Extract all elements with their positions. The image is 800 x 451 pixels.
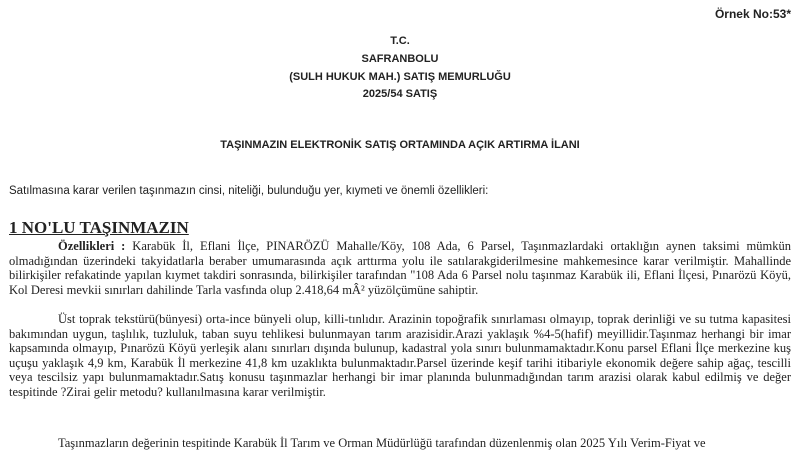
sample-number: Örnek No:53* [714, 7, 791, 21]
features-label: Özellikleri : [58, 239, 126, 253]
header-file-number: 2025/54 SATIŞ [362, 88, 438, 100]
header-city: SAFRANBOLU [361, 53, 439, 65]
property-features-paragraph [9, 239, 791, 297]
header-tc: T.C. [390, 35, 410, 47]
property-title: 1 NO'LU TAŞINMAZIN [9, 218, 189, 237]
intro-text: Satılmasına karar verilen taşınmazın cinsi, niteliği, bulunduğu yer, kıymeti ve önemli özellikleri: [9, 185, 489, 197]
property-valuation-paragraph: Taşınmazların değerinin tespitinde Karabük İl Tarım ve Orman Müdürlüğü tarafından düzenlenmiş olan 2025 Yılı Verim-Fiyat ve [58, 436, 706, 450]
header-office: (SULH HUKUK MAH.) SATIŞ MEMURLUĞU [289, 71, 511, 83]
notice-title: TAŞINMAZIN ELEKTRONİK SATIŞ ORTAMINDA AÇIK ARTIRMA İLANI [220, 139, 580, 151]
property-description-paragraph: Üst toprak tekstürü(bünyesi) orta-ince bünyeli olup, killi-tınlıdır. Arazinin topoğrafik sınırlaması olmayıp, toprak derinliği ve su tutma kapasitesi bakımından uygun, taşlılık, tuzluluk, taban suyu tehlikesi bulunmayan tarım arazisidir.Arazi yaklaşık %4-5(hafif) meyillidir.Taşınmaz herhangi bir imar kapsamında olmayıp, Pınarözü Köyü yerleşik alanı sınırları dışında bulunup, kadastral yola sınırı bulunmamaktadır.Konu parsel Eflani İlçe merkezine kuş uçuşu yaklaşık 4,9 km, Karabük İl merkezine 41,8 km uzaklıkta bulunmaktadır.Parsel üzerinde keşif tarihi itibariyle ekonomik değere sahip ağaç, tescilli veya tescilsiz yapı bulunmamaktadır.Satış konusu taşınmazlar herhangi bir imar planında bulunmadığından tarım arazisi olarak kabul edilmiş ve değer tespitinde ?Zirai gelir metodu? kullanılmasına karar verilmiştir. [9, 312, 791, 399]
features-text: Karabük İl, Eflani İlçe, PINARÖZÜ Mahalle/Köy, 108 Ada, 6 Parsel, Taşınmazlardaki ortaklığın aynen taksimi mümkün olmadığından üzerindeki takyidatlarla beraber umumarasında açık arttırma yolu ile satılarakgiderilmesine mahkemesince karar verilmiştir. Mahallinde bilirkişiler refakatinde yapılan kıymet takdiri sonrasında, bilirkişiler tarafından "108 Ada 6 Parsel nolu taşınmaz Karabük ili, Eflani İlçesi, Pınarözü Köyü, Kol Deresi mevkii sınırları dahilinde Tarla vasfında olup 2.418,64 mÂ² yüzölçümüne sahiptir. [9, 239, 791, 297]
